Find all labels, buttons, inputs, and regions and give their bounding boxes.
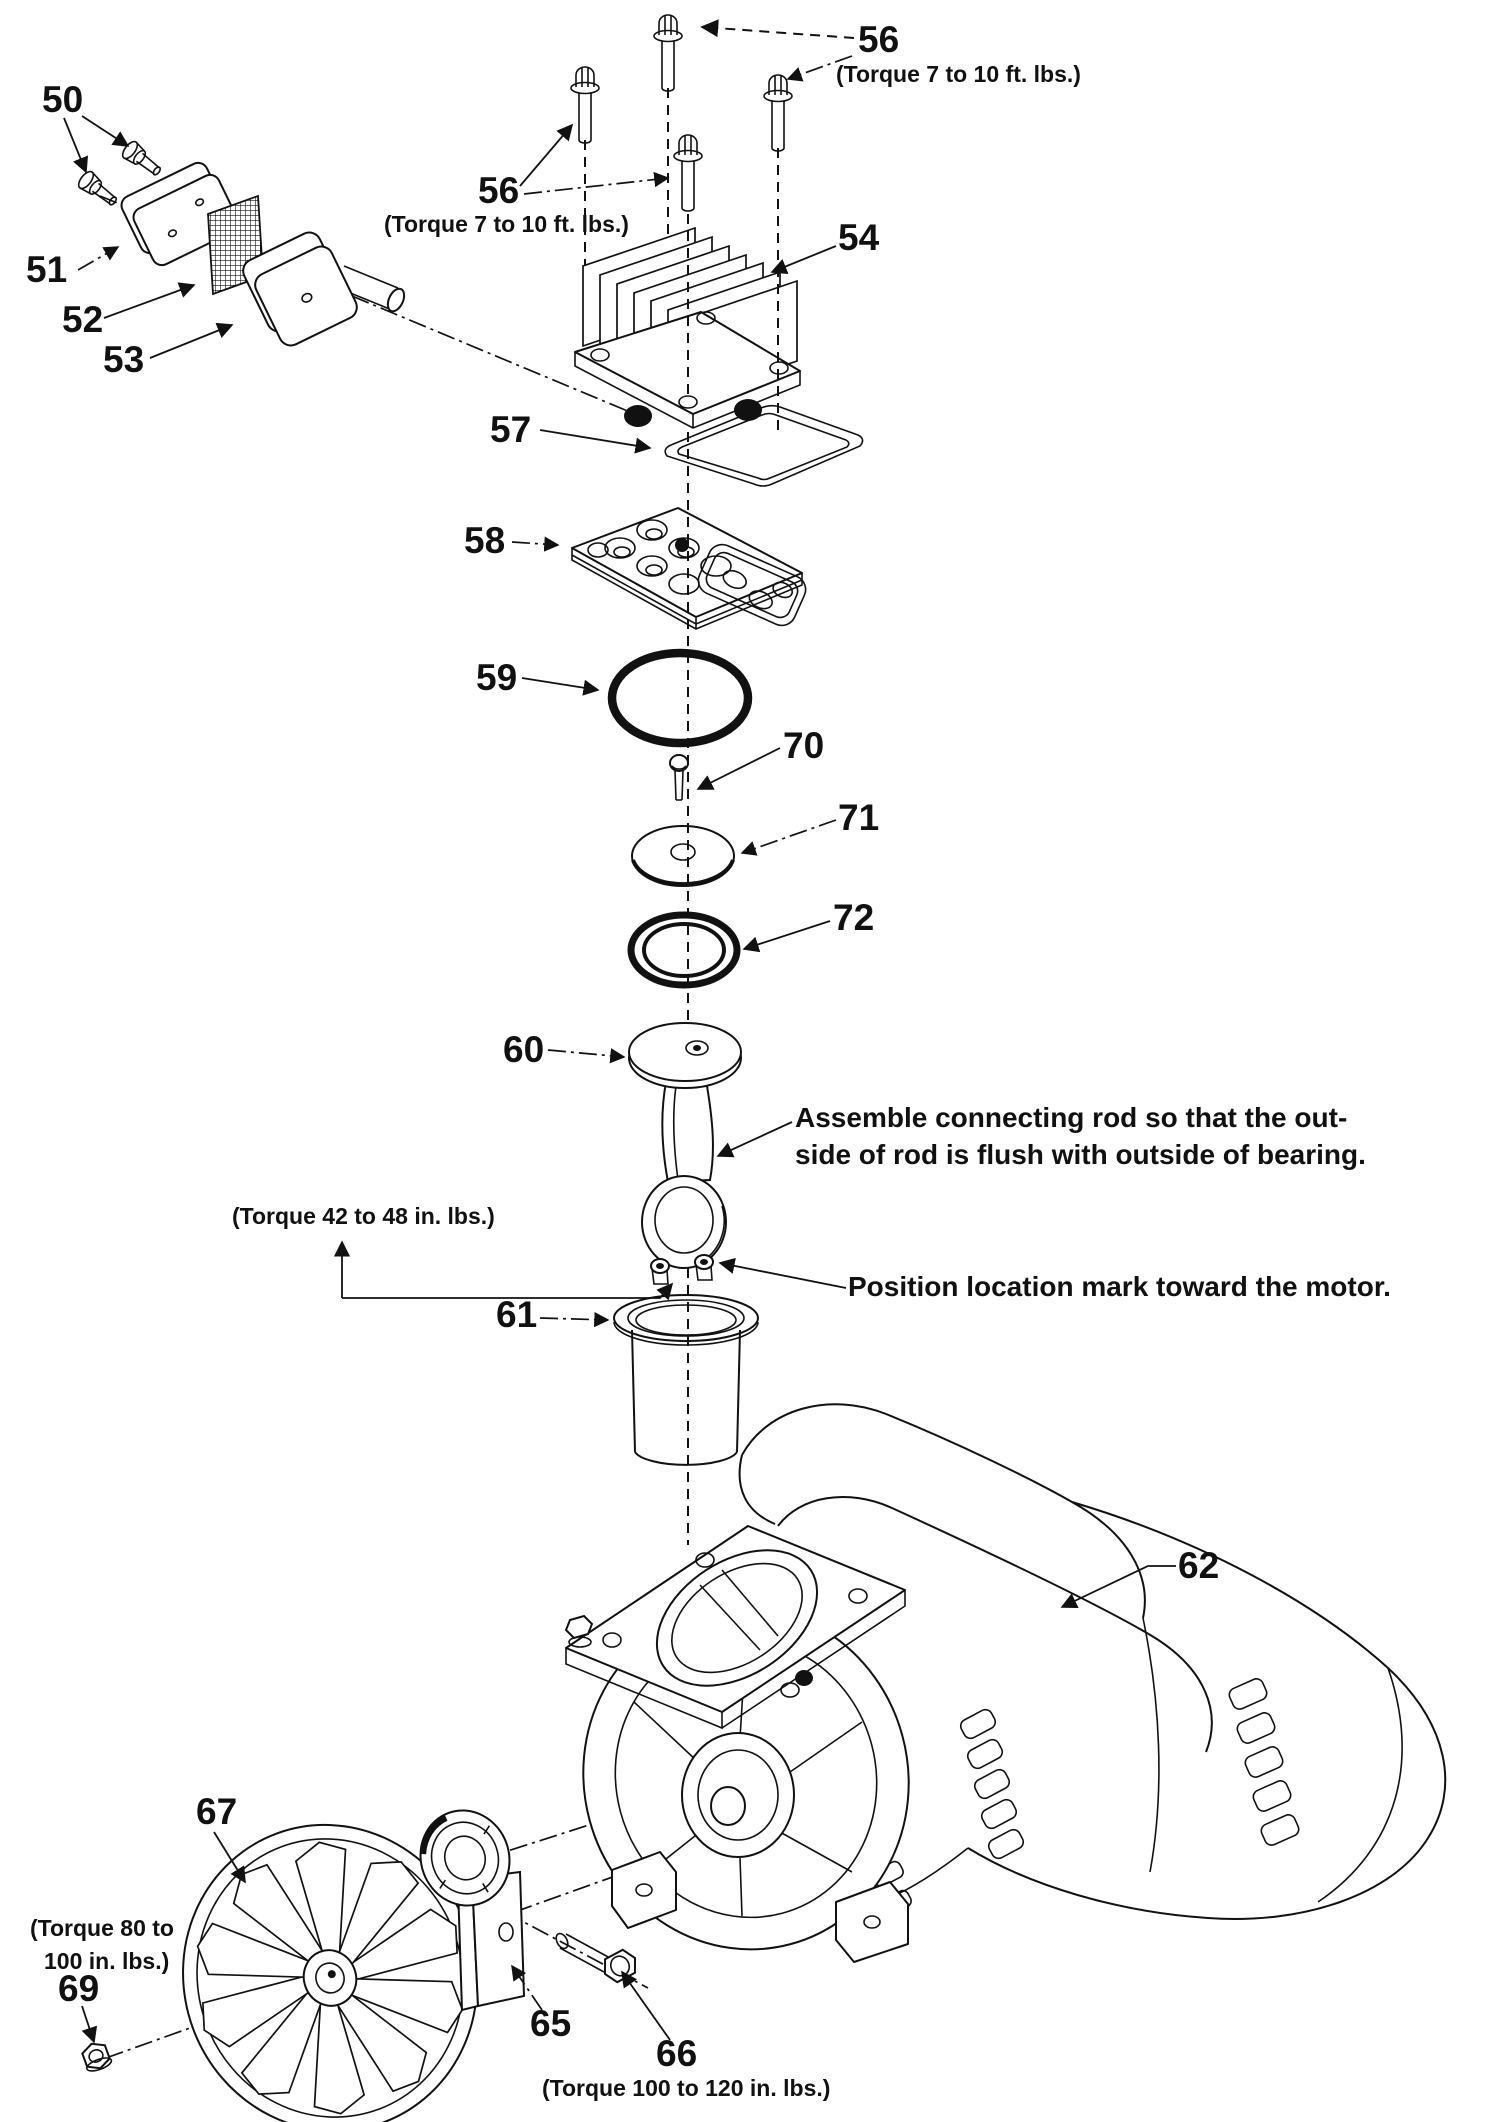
valve-plate-dowel (675, 538, 689, 552)
note-assemble-line2: side of rod is flush with outside of bearing. (795, 1139, 1366, 1170)
note-torque-80-100-line1: (Torque 80 to (30, 1915, 174, 1941)
callout-54: 54 (838, 217, 880, 258)
callout-72: 72 (833, 897, 875, 938)
note-torque-80-100-line2: 100 in. lbs.) (44, 1948, 170, 1974)
part-71-valve-disc (632, 826, 734, 886)
note-assemble-line1: Assemble connecting rod so that the out- (795, 1102, 1348, 1133)
callout-57: 57 (490, 409, 532, 450)
head-port-a (624, 405, 652, 427)
callout-50: 50 (42, 79, 84, 120)
callout-62: 62 (1178, 1545, 1220, 1586)
callout-56-top: 56 (858, 19, 900, 60)
callout-67: 67 (196, 1791, 238, 1832)
note-position-mark: Position location mark toward the motor. (848, 1271, 1391, 1302)
callout-61: 61 (496, 1294, 538, 1335)
callout-66: 66 (656, 2033, 698, 2074)
crankshaft-stub (711, 1787, 745, 1825)
piston-crown (629, 1023, 741, 1081)
callout-60: 60 (503, 1029, 545, 1070)
note-torque-100-120: (Torque 100 to 120 in. lbs.) (542, 2075, 831, 2101)
rod-shank (662, 1080, 713, 1182)
note-torque-7-10-top: (Torque 7 to 10 ft. lbs.) (836, 61, 1081, 87)
callout-71: 71 (838, 797, 880, 838)
callout-70: 70 (783, 725, 825, 766)
callout-69: 69 (58, 1968, 100, 2009)
callout-52: 52 (62, 299, 104, 340)
callout-56-left: 56 (478, 170, 520, 211)
callout-53: 53 (103, 339, 145, 380)
callout-58: 58 (464, 520, 506, 561)
callout-59: 59 (476, 657, 518, 698)
note-torque-42-48: (Torque 42 to 48 in. lbs.) (232, 1203, 495, 1229)
note-torque-7-10-left: (Torque 7 to 10 ft. lbs.) (384, 211, 629, 237)
callout-51: 51 (26, 249, 68, 290)
callout-65: 65 (530, 2003, 572, 2044)
